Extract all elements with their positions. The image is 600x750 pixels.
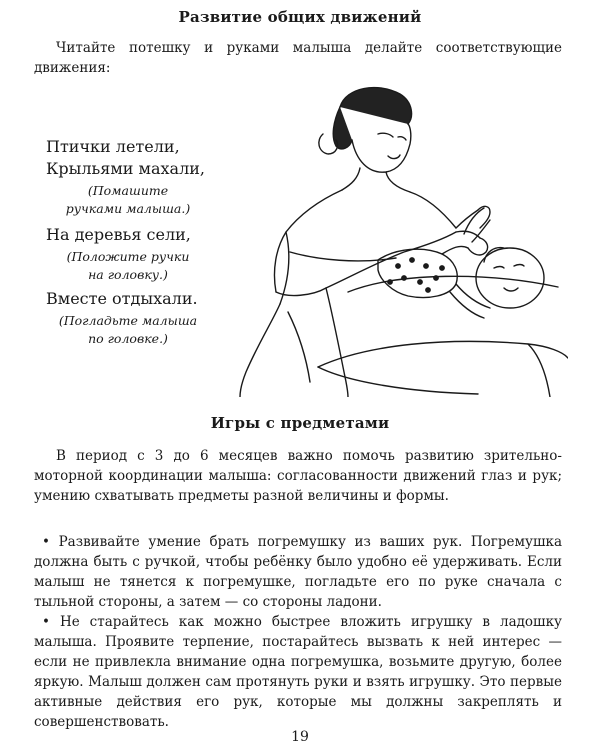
- bullet-item-patience: • Не старайтесь как можно быстрее вложить игрушку в ладошку малыша. Проявите терпение, постарайтесь вызвать к ней интерес — если не привлекла внимание одна погремушка, возьмите другую, более яркую. Малыш должен сам протянуть руки и взять игрушку. Это первые активные действия его рук, которые мы должны закреплять и совершенствовать.: [34, 614, 562, 730]
- section-title-general-movements: Развитие общих движений: [178, 8, 422, 26]
- bullet-item-rattle: • Развивайте умение брать погремушку из ваших рук. Погремушка должна быть с ручкой, чтобы ребёнку было удобно её удерживать. Если малыш не тянется к погремушке, погладьте его по руке сначала с тыльной стороны, а затем — со стороны ладони.: [34, 534, 562, 610]
- rhyme-note-1-line-1: (Помашите: [87, 183, 169, 198]
- rhyme-note-3-line-2: по головке.): [88, 331, 168, 346]
- rhyme-line-1: Птички летели,: [46, 137, 180, 156]
- object-games-intro: В период с 3 до 6 месяцев важно помочь развитию зрительно-моторной координации малыша: согласованности движений глаз и рук; умению схватывать предметы разной величины и формы.: [34, 448, 562, 504]
- page-number: 19: [291, 729, 309, 745]
- rhyme-line-2: Крыльями махали,: [46, 159, 205, 178]
- rhyme-note-2-line-2: на головку.): [88, 267, 168, 282]
- rhyme-line-4: Вместе отдыхали.: [46, 289, 198, 308]
- rhyme-note-1-line-2: ручками малыша.): [65, 201, 191, 216]
- mother-with-baby-illustration: [228, 82, 568, 397]
- rhyme-note-1: [28, 182, 228, 218]
- intro-paragraph: Читайте потешку и руками малыша делайте соответствующие движения:: [34, 40, 562, 76]
- rhyme-note-2-line-1: (Положите ручки: [66, 249, 190, 264]
- rhyme-line-3: На деревья сели,: [46, 225, 191, 244]
- rhyme-note-3: [28, 312, 228, 348]
- section-title-object-games: Игры с предметами: [210, 414, 390, 432]
- rhyme-note-3-line-1: (Погладьте малыша: [58, 313, 198, 328]
- rhyme-note-2: [28, 248, 228, 284]
